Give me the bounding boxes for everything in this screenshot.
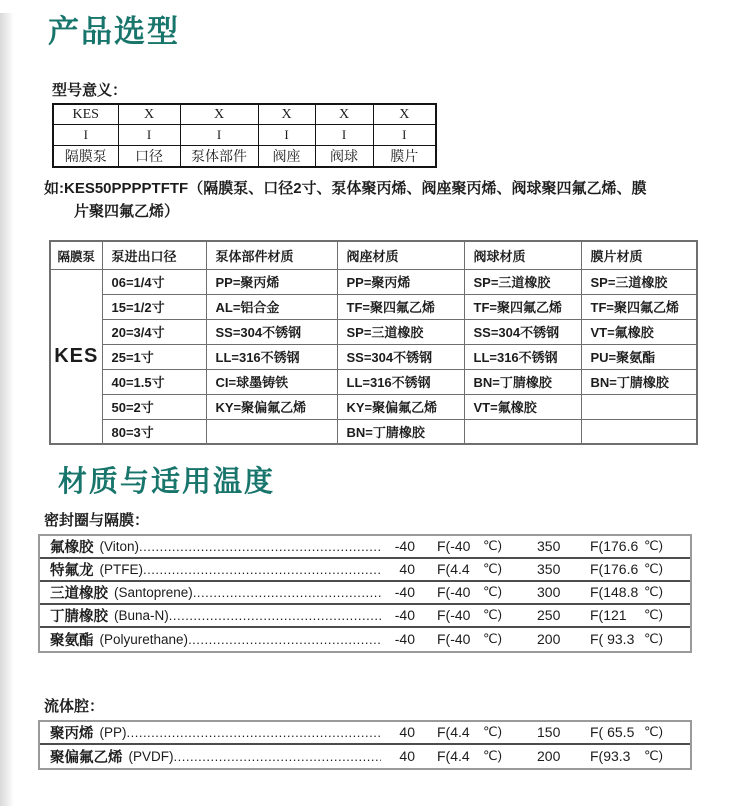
min-temp-f: -40 bbox=[394, 631, 415, 648]
material-name-en: (Polyurethane) bbox=[99, 631, 189, 647]
section-title-materials: 材质与适用温度 bbox=[58, 466, 276, 499]
connector-cell: I bbox=[118, 125, 180, 146]
table-cell: TF=聚四氟乙烯 bbox=[581, 294, 697, 319]
connector-cell: I bbox=[180, 125, 258, 146]
table-cell: VT=氟橡胶 bbox=[464, 394, 581, 419]
meaning-cell: 膜片 bbox=[373, 146, 436, 168]
material-name-en: (Viton) bbox=[99, 538, 140, 554]
table-cell: TF=聚四氟乙烯 bbox=[464, 294, 581, 319]
max-temp-c-unit: ℃) bbox=[644, 538, 663, 554]
max-temp-c: F(176.6 bbox=[590, 538, 639, 555]
min-temp-c: F(4.4 bbox=[437, 748, 470, 765]
selection-header-row bbox=[50, 241, 697, 269]
table-cell: KY=聚偏氟乙烯 bbox=[337, 394, 464, 419]
table-cell: KY=聚偏氟乙烯 bbox=[206, 394, 337, 419]
min-temp-c-unit: ℃) bbox=[483, 748, 502, 764]
max-temp-c: F(93.3 bbox=[590, 748, 631, 765]
table-cell: PP=聚丙烯 bbox=[337, 269, 464, 294]
column-header: 隔膜泵 bbox=[50, 241, 102, 269]
max-temp-f: 350 bbox=[537, 561, 561, 578]
max-temp-c-unit: ℃) bbox=[644, 561, 663, 577]
max-temp-c-unit: ℃) bbox=[644, 584, 663, 600]
seal-temperature-table bbox=[38, 534, 692, 653]
table-cell bbox=[464, 419, 581, 444]
material-name-en: (PTFE) bbox=[99, 561, 143, 577]
connector-cell: I bbox=[53, 125, 118, 146]
dot-leader bbox=[169, 608, 381, 623]
connector-cell: I bbox=[258, 125, 315, 146]
material-row bbox=[40, 559, 690, 582]
model-code-cell: X bbox=[315, 104, 373, 125]
material-name-cn: 丁腈橡胶 bbox=[50, 608, 108, 625]
column-header: 阀球材质 bbox=[464, 241, 581, 269]
table-row bbox=[50, 419, 697, 444]
min-temp-f: -40 bbox=[394, 584, 415, 601]
fluid-chamber-label: 流体腔： bbox=[44, 697, 105, 715]
column-header: 膜片材质 bbox=[581, 241, 697, 269]
connector-cell: I bbox=[373, 125, 436, 146]
dot-leader bbox=[139, 539, 381, 554]
min-temp-c-unit: ℃) bbox=[483, 631, 502, 647]
material-name-en: (Buna-N) bbox=[114, 607, 169, 623]
min-temp-c: F(4.4 bbox=[437, 724, 470, 741]
table-cell: BN=丁腈橡胶 bbox=[337, 419, 464, 444]
table-cell bbox=[581, 394, 697, 419]
model-code-row bbox=[53, 104, 436, 125]
table-cell: 25=1寸 bbox=[102, 344, 206, 369]
model-code-cell: X bbox=[373, 104, 436, 125]
pump-series-code: KES bbox=[50, 269, 102, 444]
table-cell: 50=2寸 bbox=[102, 394, 206, 419]
table-cell: AL=铝合金 bbox=[206, 294, 337, 319]
fluid-temperature-table bbox=[38, 720, 692, 770]
table-cell: LL=316不锈钢 bbox=[337, 369, 464, 394]
table-cell: CI=球墨铸铁 bbox=[206, 369, 337, 394]
min-temp-c: F(-40 bbox=[437, 584, 471, 601]
material-name-cn: 聚丙烯 bbox=[50, 725, 94, 742]
max-temp-f: 200 bbox=[537, 631, 561, 648]
table-cell: 40=1.5寸 bbox=[102, 369, 206, 394]
table-cell: SS=304不锈钢 bbox=[464, 319, 581, 344]
table-cell: PU=聚氨酯 bbox=[581, 344, 697, 369]
table-cell: VT=氟橡胶 bbox=[581, 319, 697, 344]
example-line-2: 片聚四氟乙烯） bbox=[74, 203, 180, 221]
dot-leader bbox=[188, 632, 381, 647]
table-cell bbox=[206, 419, 337, 444]
model-meaning-label: 型号意义： bbox=[52, 81, 128, 99]
model-connector-row bbox=[53, 125, 436, 146]
example-line-1: 如:KES50PPPPTFTF（隔膜泵、口径2寸、泵体聚丙烯、阀座聚丙烯、阀球聚四氟乙烯、膜 bbox=[44, 180, 647, 198]
table-row bbox=[50, 344, 697, 369]
min-temp-c-unit: ℃) bbox=[483, 561, 502, 577]
table-cell bbox=[581, 419, 697, 444]
min-temp-f: 40 bbox=[399, 561, 415, 578]
model-meaning-row bbox=[53, 146, 436, 168]
min-temp-c-unit: ℃) bbox=[483, 607, 502, 623]
min-temp-f: -40 bbox=[394, 538, 415, 555]
max-temp-f: 150 bbox=[537, 724, 561, 741]
min-temp-f: -40 bbox=[394, 607, 415, 624]
table-cell: BN=丁腈橡胶 bbox=[581, 369, 697, 394]
max-temp-c: F(148.8 bbox=[590, 584, 639, 601]
table-cell: 20=3/4寸 bbox=[102, 319, 206, 344]
material-row bbox=[40, 722, 690, 745]
table-cell: 80=3寸 bbox=[102, 419, 206, 444]
table-cell: SS=304不锈钢 bbox=[337, 344, 464, 369]
max-temp-f: 250 bbox=[537, 607, 561, 624]
table-row bbox=[50, 319, 697, 344]
dot-leader bbox=[127, 725, 382, 740]
material-name-cn: 聚氨酯 bbox=[50, 632, 94, 649]
min-temp-c-unit: ℃) bbox=[483, 538, 502, 554]
max-temp-c-unit: ℃) bbox=[644, 748, 663, 764]
dot-leader bbox=[174, 749, 382, 764]
dot-leader bbox=[143, 562, 381, 577]
min-temp-c-unit: ℃) bbox=[483, 584, 502, 600]
max-temp-c: F(121 bbox=[590, 607, 627, 624]
material-name-en: (PVDF) bbox=[128, 748, 174, 764]
model-code-cell: X bbox=[180, 104, 258, 125]
table-cell: SP=三道橡胶 bbox=[464, 269, 581, 294]
min-temp-c-unit: ℃) bbox=[483, 724, 502, 740]
material-name-cn: 三道橡胶 bbox=[50, 585, 108, 602]
column-header: 泵体部件材质 bbox=[206, 241, 337, 269]
material-name-cn: 聚偏氟乙烯 bbox=[50, 749, 123, 766]
max-temp-c-unit: ℃) bbox=[644, 607, 663, 623]
model-example-text bbox=[44, 177, 716, 223]
table-cell: 15=1/2寸 bbox=[102, 294, 206, 319]
meaning-cell: 泵体部件 bbox=[180, 146, 258, 168]
min-temp-c: F(4.4 bbox=[437, 561, 470, 578]
table-cell: BN=丁腈橡胶 bbox=[464, 369, 581, 394]
page-title: 产品选型 bbox=[48, 14, 180, 49]
table-cell: SP=三道橡胶 bbox=[337, 319, 464, 344]
seal-diaphragm-label: 密封圈与隔膜： bbox=[44, 511, 150, 529]
meaning-cell: 阀球 bbox=[315, 146, 373, 168]
material-selection-table bbox=[49, 240, 698, 445]
max-temp-c: F( 65.5 bbox=[590, 724, 635, 741]
page-edge-shadow bbox=[0, 13, 14, 806]
material-row bbox=[40, 628, 690, 651]
model-code-cell: X bbox=[118, 104, 180, 125]
table-row bbox=[50, 369, 697, 394]
catalog-page bbox=[0, 13, 750, 806]
min-temp-f: 40 bbox=[399, 724, 415, 741]
material-name-cn: 氟橡胶 bbox=[50, 539, 94, 556]
table-row bbox=[50, 269, 697, 294]
table-cell: SP=三道橡胶 bbox=[581, 269, 697, 294]
max-temp-c-unit: ℃) bbox=[644, 724, 663, 740]
min-temp-c: F(-40 bbox=[437, 607, 471, 624]
column-header: 泵进出口径 bbox=[102, 241, 206, 269]
material-name-cn: 特氟龙 bbox=[50, 562, 94, 579]
meaning-cell: 口径 bbox=[118, 146, 180, 168]
material-name-en: (PP) bbox=[99, 724, 127, 740]
max-temp-c: F(176.6 bbox=[590, 561, 639, 578]
connector-cell: I bbox=[315, 125, 373, 146]
meaning-cell: 隔膜泵 bbox=[53, 146, 118, 168]
material-name-en: (Santoprene) bbox=[114, 584, 193, 600]
min-temp-f: 40 bbox=[399, 748, 415, 765]
material-row bbox=[40, 582, 690, 605]
model-code-cell: X bbox=[258, 104, 315, 125]
table-cell: 06=1/4寸 bbox=[102, 269, 206, 294]
meaning-cell: 阀座 bbox=[258, 146, 315, 168]
dot-leader bbox=[193, 585, 381, 600]
min-temp-c: F(-40 bbox=[437, 631, 471, 648]
material-row bbox=[40, 605, 690, 628]
max-temp-f: 200 bbox=[537, 748, 561, 765]
table-row bbox=[50, 294, 697, 319]
column-header: 阀座材质 bbox=[337, 241, 464, 269]
table-row bbox=[50, 394, 697, 419]
max-temp-c: F( 93.3 bbox=[590, 631, 635, 648]
material-row bbox=[40, 536, 690, 559]
max-temp-f: 350 bbox=[537, 538, 561, 555]
table-cell: LL=316不锈钢 bbox=[206, 344, 337, 369]
model-code-table bbox=[52, 103, 437, 169]
model-code-cell: KES bbox=[53, 104, 118, 125]
table-cell: TF=聚四氟乙烯 bbox=[337, 294, 464, 319]
table-cell: SS=304不锈钢 bbox=[206, 319, 337, 344]
table-cell: LL=316不锈钢 bbox=[464, 344, 581, 369]
max-temp-f: 300 bbox=[537, 584, 561, 601]
min-temp-c: F(-40 bbox=[437, 538, 471, 555]
max-temp-c-unit: ℃) bbox=[644, 631, 663, 647]
table-cell: PP=聚丙烯 bbox=[206, 269, 337, 294]
material-row bbox=[40, 745, 690, 768]
